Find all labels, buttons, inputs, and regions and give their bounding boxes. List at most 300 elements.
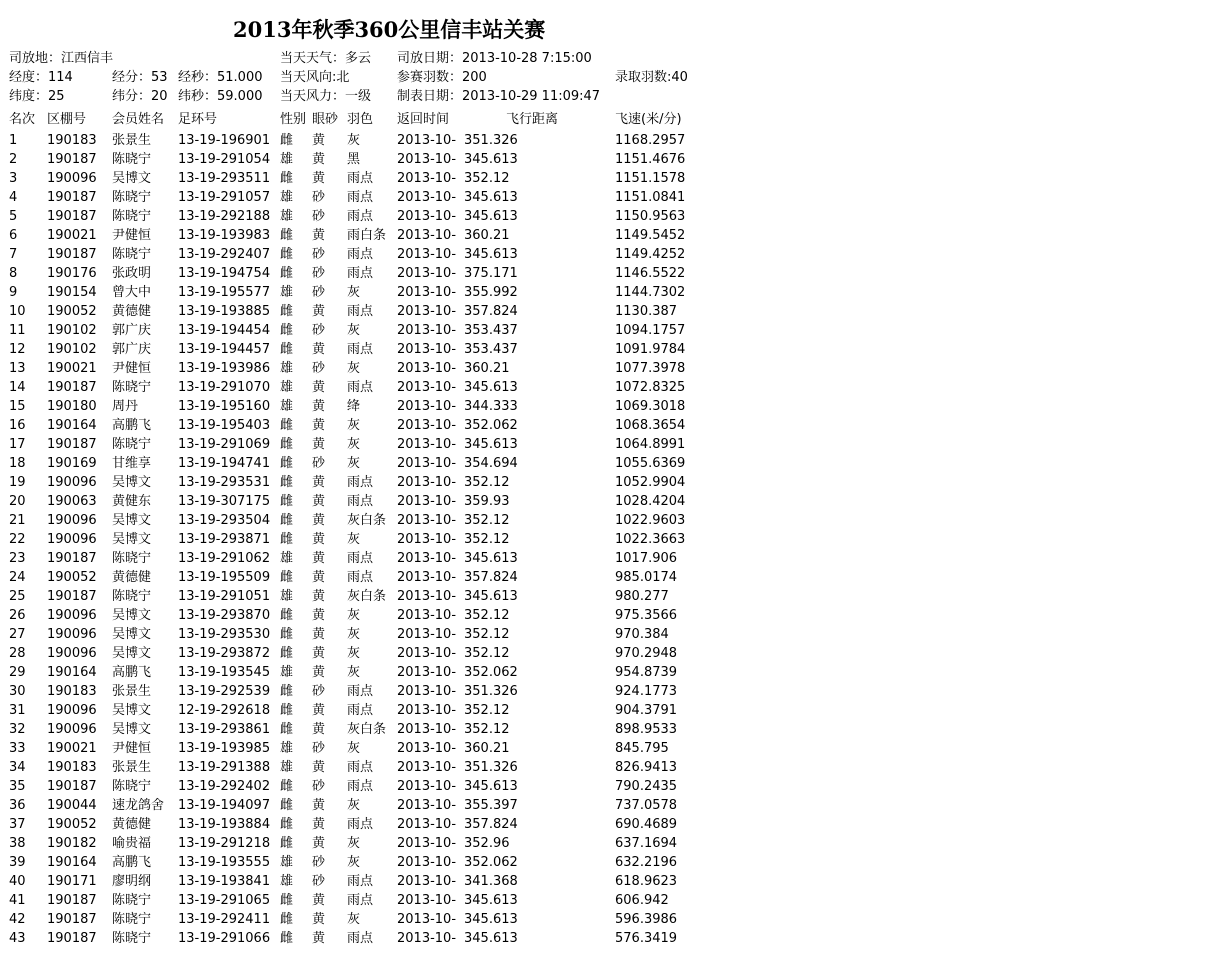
cell-sex: 雌 [280, 798, 294, 813]
cell-color: 雨白条 [347, 228, 387, 243]
cell-rank: 16 [9, 418, 26, 433]
table-row [0, 150, 715, 169]
cell-ring: 13-19-292188 [178, 209, 271, 224]
cell-sex: 雌 [280, 779, 294, 794]
cell-name: 陈晓宁 [112, 931, 152, 946]
cell-speed: 1146.5522 [615, 266, 686, 281]
cell-color: 雨点 [347, 190, 374, 205]
cell-rank: 31 [9, 703, 26, 718]
cell-ring: 13-19-292407 [178, 247, 271, 262]
cell-name: 吴博文 [112, 722, 152, 737]
cell-eye: 砂 [312, 266, 326, 281]
cell-name: 陈晓宁 [112, 551, 152, 566]
cell-eye: 黄 [312, 722, 326, 737]
cell-name: 吴博文 [112, 475, 152, 490]
cell-color: 灰 [347, 665, 361, 680]
cell-color: 绛 [347, 399, 361, 414]
cell-color: 雨点 [347, 247, 374, 262]
cell-name: 尹健恒 [112, 361, 152, 376]
header-ring: 足环号 [178, 112, 218, 127]
cell-distance: 345.613 [464, 380, 518, 395]
cell-color: 黑 [347, 152, 361, 167]
cell-speed: 970.2948 [615, 646, 678, 661]
cell-sex: 雌 [280, 703, 294, 718]
cell-speed: 1149.5452 [615, 228, 686, 243]
cell-eye: 黄 [312, 893, 326, 908]
cell-loft: 190171 [47, 874, 97, 889]
results-table [0, 131, 715, 948]
cell-name: 高鹏飞 [112, 665, 152, 680]
cell-distance: 352.12 [464, 646, 510, 661]
cell-return: 2013-10- [397, 152, 457, 167]
cell-name: 高鹏飞 [112, 418, 152, 433]
cell-ring: 13-19-195160 [178, 399, 271, 414]
cell-sex: 雌 [280, 931, 294, 946]
cell-return: 2013-10- [397, 684, 457, 699]
cell-color: 雨点 [347, 171, 374, 186]
cell-ring: 13-19-291054 [178, 152, 271, 167]
cell-name: 尹健恒 [112, 228, 152, 243]
table-row [0, 245, 715, 264]
cell-color: 雨点 [347, 684, 374, 699]
cell-name: 张景生 [112, 133, 152, 148]
cell-distance: 351.326 [464, 684, 518, 699]
cell-ring: 13-19-193885 [178, 304, 271, 319]
cell-ring: 13-19-195577 [178, 285, 271, 300]
table-row [0, 359, 715, 378]
cell-ring: 13-19-293504 [178, 513, 271, 528]
cell-loft: 190187 [47, 779, 97, 794]
cell-loft: 190052 [47, 570, 97, 585]
cell-sex: 雌 [280, 456, 294, 471]
cell-distance: 352.12 [464, 608, 510, 623]
cell-rank: 18 [9, 456, 26, 471]
table-row [0, 891, 715, 910]
cell-color: 雨点 [347, 551, 374, 566]
cell-ring: 13-19-195403 [178, 418, 271, 433]
cell-rank: 24 [9, 570, 26, 585]
cell-loft: 190182 [47, 836, 97, 851]
cell-name: 尹健恒 [112, 741, 152, 756]
table-row [0, 454, 715, 473]
cell-color: 灰 [347, 285, 361, 300]
cell-rank: 21 [9, 513, 26, 528]
cell-rank: 32 [9, 722, 26, 737]
cell-eye: 黄 [312, 608, 326, 623]
cell-sex: 雄 [280, 665, 294, 680]
cell-ring: 13-19-291066 [178, 931, 271, 946]
cell-sex: 雄 [280, 874, 294, 889]
table-row [0, 644, 715, 663]
table-row [0, 834, 715, 853]
cell-return: 2013-10- [397, 722, 457, 737]
cell-ring: 13-19-291057 [178, 190, 271, 205]
table-row [0, 663, 715, 682]
header-return-time: 返回时间 [397, 112, 450, 127]
cell-color: 雨点 [347, 817, 374, 832]
cell-sex: 雄 [280, 589, 294, 604]
cell-speed: 1149.4252 [615, 247, 686, 262]
cell-distance: 360.21 [464, 228, 510, 243]
cell-name: 陈晓宁 [112, 247, 152, 262]
cell-color: 雨点 [347, 380, 374, 395]
cell-rank: 5 [9, 209, 18, 224]
cell-ring: 13-19-291051 [178, 589, 271, 604]
cell-sex: 雌 [280, 722, 294, 737]
cell-loft: 190187 [47, 893, 97, 908]
table-row [0, 169, 715, 188]
cell-color: 灰白条 [347, 589, 387, 604]
cell-ring: 13-19-193983 [178, 228, 271, 243]
cell-return: 2013-10- [397, 190, 457, 205]
cell-loft: 190187 [47, 912, 97, 927]
cell-color: 灰 [347, 418, 361, 433]
cell-distance: 341.368 [464, 874, 518, 889]
cell-ring: 13-19-292539 [178, 684, 271, 699]
table-row [0, 264, 715, 283]
cell-return: 2013-10- [397, 532, 457, 547]
cell-speed: 1069.3018 [615, 399, 686, 414]
cell-return: 2013-10- [397, 893, 457, 908]
header-loft: 区棚号 [47, 112, 87, 127]
cell-loft: 190096 [47, 513, 97, 528]
cell-rank: 42 [9, 912, 26, 927]
table-row [0, 625, 715, 644]
cell-sex: 雄 [280, 152, 294, 167]
cell-eye: 砂 [312, 285, 326, 300]
cell-color: 灰 [347, 646, 361, 661]
cell-return: 2013-10- [397, 399, 457, 414]
cell-distance: 345.613 [464, 152, 518, 167]
cell-name: 黄健东 [112, 494, 152, 509]
cell-return: 2013-10- [397, 665, 457, 680]
table-row [0, 815, 715, 834]
cell-speed: 924.1773 [615, 684, 678, 699]
cell-rank: 7 [9, 247, 18, 262]
cell-rank: 34 [9, 760, 26, 775]
cell-color: 灰 [347, 323, 361, 338]
cell-speed: 898.9533 [615, 722, 678, 737]
cell-name: 郭广庆 [112, 342, 152, 357]
cell-color: 灰白条 [347, 722, 387, 737]
cell-return: 2013-10- [397, 133, 457, 148]
cell-rank: 6 [9, 228, 18, 243]
cell-return: 2013-10- [397, 228, 457, 243]
cell-return: 2013-10- [397, 589, 457, 604]
cell-distance: 352.062 [464, 418, 518, 433]
cell-distance: 357.824 [464, 817, 518, 832]
page-title: 2013年秋季360公里信丰站关赛 [233, 17, 546, 42]
cell-loft: 190102 [47, 342, 97, 357]
cell-speed: 1151.0841 [615, 190, 686, 205]
cell-loft: 190021 [47, 361, 97, 376]
cell-return: 2013-10- [397, 342, 457, 357]
cell-rank: 35 [9, 779, 26, 794]
cell-eye: 砂 [312, 874, 326, 889]
cell-name: 周丹 [112, 399, 139, 414]
cell-name: 曾大中 [112, 285, 152, 300]
table-row [0, 853, 715, 872]
cell-speed: 1168.2957 [615, 133, 686, 148]
cell-name: 廖明纲 [112, 874, 152, 889]
cell-eye: 砂 [312, 190, 326, 205]
cell-sex: 雄 [280, 361, 294, 376]
cell-distance: 345.613 [464, 190, 518, 205]
cell-return: 2013-10- [397, 570, 457, 585]
cell-loft: 190187 [47, 247, 97, 262]
cell-return: 2013-10- [397, 304, 457, 319]
weather: 当天天气：多云 [280, 51, 372, 66]
cell-loft: 190183 [47, 133, 97, 148]
cell-ring: 13-19-293531 [178, 475, 271, 490]
cell-distance: 357.824 [464, 304, 518, 319]
table-row [0, 283, 715, 302]
cell-loft: 190096 [47, 703, 97, 718]
cell-rank: 40 [9, 874, 26, 889]
cell-loft: 190187 [47, 589, 97, 604]
cell-return: 2013-10- [397, 646, 457, 661]
table-row [0, 492, 715, 511]
cell-speed: 606.942 [615, 893, 669, 908]
cell-loft: 190096 [47, 532, 97, 547]
cell-rank: 43 [9, 931, 26, 946]
cell-eye: 黄 [312, 589, 326, 604]
header-sex: 性别 [280, 112, 307, 127]
cell-return: 2013-10- [397, 247, 457, 262]
cell-sex: 雄 [280, 380, 294, 395]
cell-ring: 13-19-193555 [178, 855, 271, 870]
header-color: 羽色 [347, 112, 374, 127]
cell-speed: 618.9623 [615, 874, 678, 889]
cell-sex: 雄 [280, 190, 294, 205]
cell-return: 2013-10- [397, 931, 457, 946]
cell-eye: 黄 [312, 646, 326, 661]
latitude: 纬度：25 [9, 89, 65, 104]
cell-sex: 雌 [280, 817, 294, 832]
cell-rank: 19 [9, 475, 26, 490]
cell-sex: 雌 [280, 323, 294, 338]
cell-return: 2013-10- [397, 323, 457, 338]
cell-sex: 雌 [280, 684, 294, 699]
cell-speed: 1150.9563 [615, 209, 686, 224]
table-row [0, 511, 715, 530]
cell-rank: 8 [9, 266, 18, 281]
cell-speed: 1068.3654 [615, 418, 686, 433]
cell-color: 灰 [347, 608, 361, 623]
cell-speed: 1094.1757 [615, 323, 686, 338]
table-row [0, 910, 715, 929]
cell-color: 灰 [347, 798, 361, 813]
cell-speed: 1151.4676 [615, 152, 686, 167]
cell-speed: 970.384 [615, 627, 669, 642]
cell-return: 2013-10- [397, 456, 457, 471]
table-row [0, 435, 715, 454]
cell-ring: 13-19-292402 [178, 779, 271, 794]
cell-color: 雨点 [347, 874, 374, 889]
cell-ring: 13-19-194457 [178, 342, 271, 357]
cell-speed: 1055.6369 [615, 456, 686, 471]
cell-return: 2013-10- [397, 627, 457, 642]
table-row [0, 739, 715, 758]
table-row [0, 378, 715, 397]
cell-distance: 359.93 [464, 494, 510, 509]
cell-ring: 13-19-291062 [178, 551, 271, 566]
cell-color: 雨点 [347, 209, 374, 224]
cell-distance: 352.12 [464, 171, 510, 186]
cell-distance: 345.613 [464, 551, 518, 566]
cell-ring: 13-19-291388 [178, 760, 271, 775]
latitude-seconds: 纬秒：59.000 [178, 89, 263, 104]
cell-ring: 13-19-293870 [178, 608, 271, 623]
cell-return: 2013-10- [397, 836, 457, 851]
cell-ring: 13-19-291069 [178, 437, 271, 452]
cell-name: 吴博文 [112, 703, 152, 718]
table-row [0, 226, 715, 245]
cell-ring: 13-19-291218 [178, 836, 271, 851]
cell-rank: 12 [9, 342, 26, 357]
cell-speed: 790.2435 [615, 779, 678, 794]
cell-rank: 26 [9, 608, 26, 623]
cell-name: 吴博文 [112, 513, 152, 528]
cell-sex: 雌 [280, 475, 294, 490]
cell-name: 吴博文 [112, 646, 152, 661]
cell-ring: 12-19-292618 [178, 703, 271, 718]
table-row [0, 473, 715, 492]
cell-distance: 360.21 [464, 741, 510, 756]
cell-distance: 352.12 [464, 475, 510, 490]
cell-color: 雨点 [347, 931, 374, 946]
cell-distance: 352.96 [464, 836, 510, 851]
cell-ring: 13-19-194454 [178, 323, 271, 338]
table-row [0, 131, 715, 150]
cell-name: 喻贵福 [112, 836, 152, 851]
cell-eye: 黄 [312, 551, 326, 566]
cell-distance: 345.613 [464, 779, 518, 794]
cell-speed: 1052.9904 [615, 475, 686, 490]
cell-color: 灰 [347, 532, 361, 547]
cell-distance: 355.992 [464, 285, 518, 300]
cell-rank: 36 [9, 798, 26, 813]
table-row [0, 397, 715, 416]
cell-return: 2013-10- [397, 703, 457, 718]
cell-eye: 黄 [312, 931, 326, 946]
cell-loft: 190044 [47, 798, 97, 813]
cell-eye: 黄 [312, 418, 326, 433]
cell-sex: 雌 [280, 437, 294, 452]
cell-distance: 357.824 [464, 570, 518, 585]
cell-ring: 13-19-194097 [178, 798, 271, 813]
cell-distance: 352.062 [464, 855, 518, 870]
cell-loft: 190187 [47, 209, 97, 224]
cell-eye: 黄 [312, 133, 326, 148]
cell-color: 雨点 [347, 893, 374, 908]
table-row [0, 340, 715, 359]
table-made-date: 制表日期：2013-10-29 11:09:47 [397, 89, 601, 104]
header-rank: 名次 [9, 112, 36, 127]
cell-loft: 190096 [47, 475, 97, 490]
cell-color: 灰 [347, 361, 361, 376]
table-row [0, 188, 715, 207]
cell-name: 吴博文 [112, 627, 152, 642]
table-row [0, 302, 715, 321]
cell-color: 雨点 [347, 494, 374, 509]
cell-loft: 190187 [47, 190, 97, 205]
cell-eye: 砂 [312, 323, 326, 338]
cell-rank: 33 [9, 741, 26, 756]
cell-color: 灰 [347, 855, 361, 870]
cell-distance: 375.171 [464, 266, 518, 281]
cell-ring: 13-19-193986 [178, 361, 271, 376]
cell-ring: 13-19-291065 [178, 893, 271, 908]
cell-return: 2013-10- [397, 912, 457, 927]
cell-return: 2013-10- [397, 380, 457, 395]
longitude-minutes: 经分：53 [112, 70, 168, 85]
cell-rank: 1 [9, 133, 18, 148]
release-date: 司放日期：2013-10-28 7:15:00 [397, 51, 592, 66]
cell-speed: 980.277 [615, 589, 669, 604]
cell-eye: 黄 [312, 380, 326, 395]
cell-name: 张政明 [112, 266, 152, 281]
table-row [0, 207, 715, 226]
cell-eye: 砂 [312, 741, 326, 756]
cell-sex: 雌 [280, 513, 294, 528]
cell-loft: 190102 [47, 323, 97, 338]
cell-ring: 13-19-293530 [178, 627, 271, 642]
cell-speed: 904.3791 [615, 703, 678, 718]
cell-speed: 975.3566 [615, 608, 678, 623]
cell-ring: 13-19-193545 [178, 665, 271, 680]
cell-rank: 2 [9, 152, 18, 167]
latitude-minutes: 纬分：20 [112, 89, 168, 104]
cell-eye: 黄 [312, 494, 326, 509]
cell-return: 2013-10- [397, 760, 457, 775]
cell-return: 2013-10- [397, 798, 457, 813]
cell-return: 2013-10- [397, 855, 457, 870]
table-row [0, 777, 715, 796]
cell-sex: 雌 [280, 893, 294, 908]
cell-eye: 砂 [312, 855, 326, 870]
cell-return: 2013-10- [397, 874, 457, 889]
cell-eye: 砂 [312, 209, 326, 224]
cell-eye: 黄 [312, 570, 326, 585]
cell-distance: 352.12 [464, 703, 510, 718]
cell-ring: 13-19-293511 [178, 171, 271, 186]
cell-loft: 190187 [47, 931, 97, 946]
cell-distance: 352.12 [464, 513, 510, 528]
cell-color: 灰 [347, 741, 361, 756]
cell-eye: 黄 [312, 760, 326, 775]
cell-eye: 黄 [312, 513, 326, 528]
cell-sex: 雌 [280, 836, 294, 851]
cell-color: 雨点 [347, 703, 374, 718]
cell-distance: 354.694 [464, 456, 518, 471]
cell-sex: 雌 [280, 418, 294, 433]
cell-rank: 14 [9, 380, 26, 395]
cell-sex: 雌 [280, 646, 294, 661]
cell-loft: 190164 [47, 855, 97, 870]
cell-sex: 雌 [280, 342, 294, 357]
cell-name: 甘维享 [112, 456, 152, 471]
cell-name: 黄德健 [112, 304, 152, 319]
cell-speed: 954.8739 [615, 665, 678, 680]
cell-name: 陈晓宁 [112, 152, 152, 167]
cell-eye: 黄 [312, 627, 326, 642]
cell-distance: 353.437 [464, 342, 518, 357]
cell-rank: 3 [9, 171, 18, 186]
wind-direction: 当天风向:北 [280, 70, 350, 85]
cell-distance: 360.21 [464, 361, 510, 376]
cell-ring: 13-19-193985 [178, 741, 271, 756]
